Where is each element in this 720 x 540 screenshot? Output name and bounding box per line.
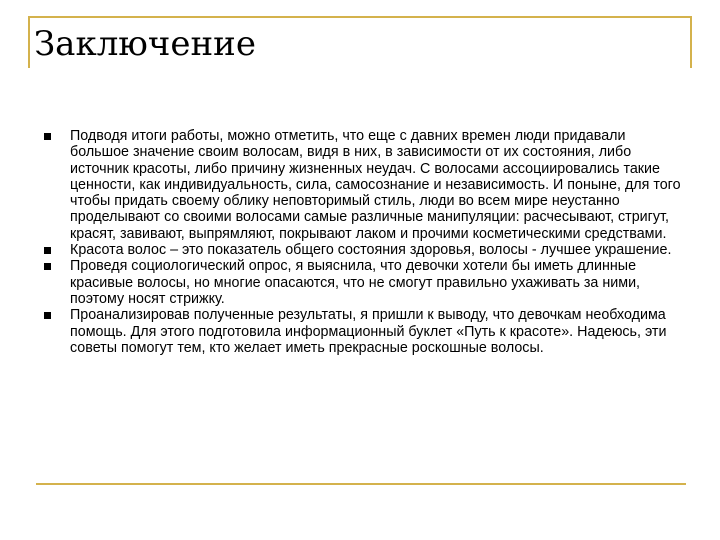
title-frame-right-line xyxy=(690,16,692,68)
bullet-item xyxy=(44,258,684,307)
square-bullet-icon xyxy=(44,312,51,319)
square-bullet-icon xyxy=(44,247,51,254)
bullet-text: Красота волос – это показатель общего состояния здоровья, волосы - лучшее украшение. xyxy=(70,242,672,259)
title-frame-left-line xyxy=(28,16,30,68)
bottom-divider-line xyxy=(36,483,686,485)
bullet-text: Подводя итоги работы, можно отметить, что еще с давних времен люди придавали большое значение своим волосам, видя в них, в зависимости от их состояния, либо источник красоты, либо причину жизненных неудач. С волосами ассоциировались такие ценности, как индивидуальность, сила, самосознание и независимость. И поныне, для того чтобы придать своему облику неповторимый стиль, люди во всем мире неустанно проделывают со своими волосами самые различные манипуляции: расчесывают, стригут, красят, завивают, выпрямляют, покрывают лаком и прочими косметическими средствами. xyxy=(70,128,681,242)
slide-title: Заключение xyxy=(34,24,256,64)
bullet-item xyxy=(44,307,684,356)
bullet-item xyxy=(44,242,684,258)
square-bullet-icon xyxy=(44,263,51,270)
bullet-text: Проанализировав полученные результаты, я пришли к выводу, что девочкам необходима помощь. Для этого подготовила информационный буклет «Путь к красоте». Надеюсь, эти советы помогут тем, кто желает иметь прекрасные роскошные волосы. xyxy=(70,307,667,356)
bullet-text: Проведя социологический опрос, я выяснила, что девочки хотели бы иметь длинные красивые волосы, но многие опасаются, что не смогут правильно ухаживать за ними, поэтому носят стрижку. xyxy=(70,258,641,307)
bullet-list xyxy=(44,128,684,356)
bullet-item xyxy=(44,128,684,242)
title-frame-top-line xyxy=(28,16,692,18)
square-bullet-icon xyxy=(44,133,51,140)
